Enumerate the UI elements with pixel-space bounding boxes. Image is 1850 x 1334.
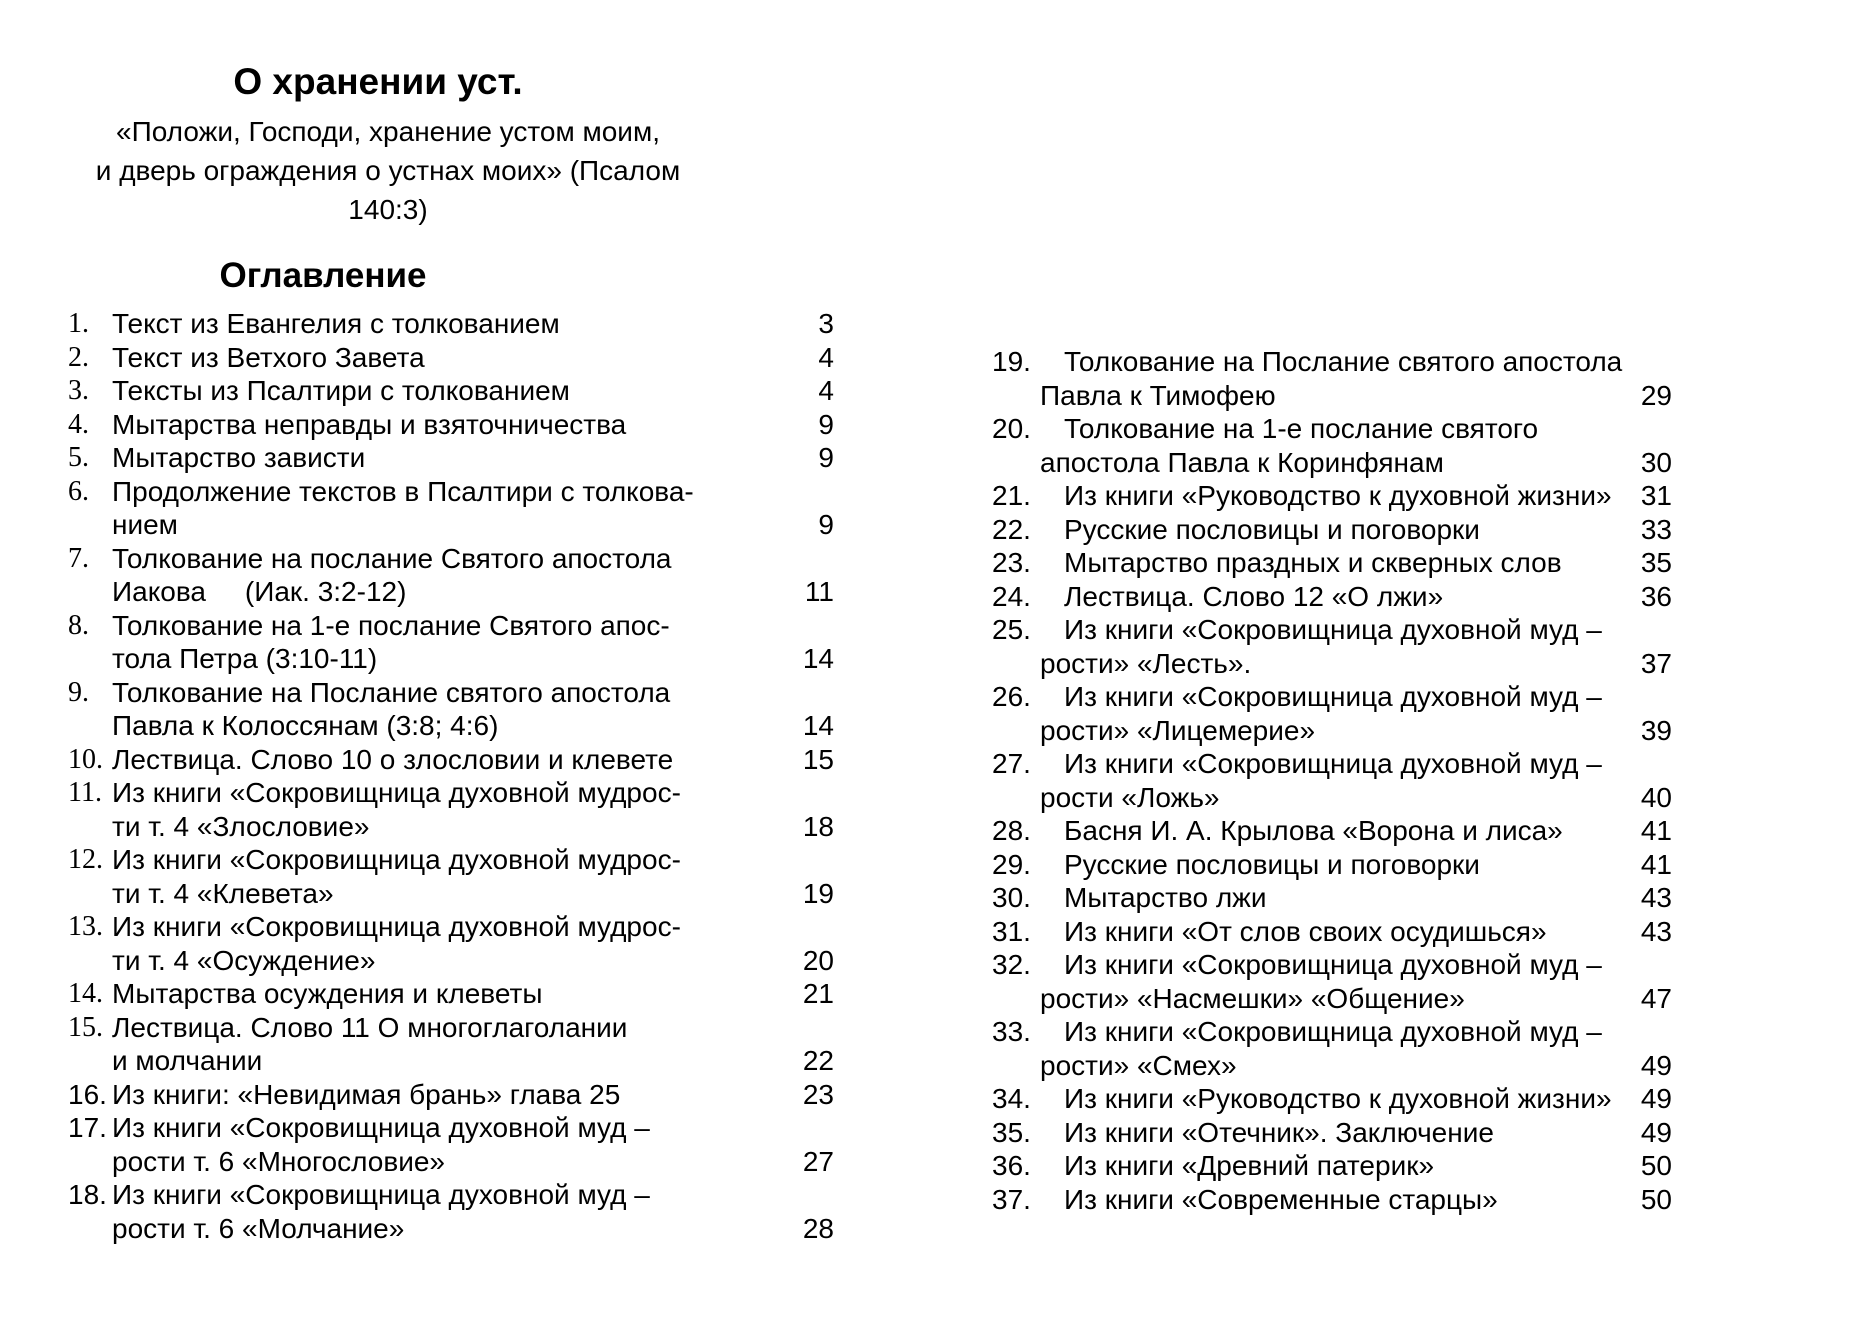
toc-page-number: 28 (802, 1212, 834, 1244)
toc-entry-text: Из книги «Сокровищница духовной муд – (112, 1112, 650, 1143)
toc-entry-number: 30. (992, 882, 1031, 913)
toc-entry-text: Толкование на Послание святого апостола (112, 676, 671, 708)
toc-page-number: 36 (1640, 580, 1672, 612)
toc-entry-number (992, 446, 1040, 480)
toc-entry-number: 28. (992, 815, 1031, 846)
toc-entry-line (992, 1149, 1672, 1183)
toc-entry-line (68, 810, 834, 844)
toc-entry-number (68, 1212, 112, 1246)
toc-entry-line (68, 1011, 834, 1045)
toc-entry (68, 1178, 834, 1245)
toc-entry-line (992, 580, 1672, 614)
toc-entry-line (68, 475, 834, 509)
toc-entry (992, 848, 1672, 882)
toc-entry-text: Мытарства неправды и взяточничества (112, 408, 627, 440)
toc-entry-line (992, 1082, 1672, 1116)
toc-entry-number (68, 1145, 112, 1179)
toc-entry-text: Тексты из Псалтири с толкованием (112, 375, 570, 406)
toc-entry-text: Мытарство зависти (112, 442, 366, 473)
toc-entry-number: 20. (992, 413, 1031, 444)
epigraph-line-2: и дверь ограждения о устнах моих» (Псалом 140:3) (95, 155, 681, 225)
toc-entry-line (68, 1178, 834, 1212)
toc-entry-text: Павла к Колоссянам (3:8; 4:6) (112, 710, 499, 741)
toc-page-number: 27 (802, 1145, 834, 1177)
toc-entry-text: Павла к Тимофею (1040, 379, 1276, 411)
toc-entry-number: 21. (992, 480, 1031, 511)
toc-entry-text: Басня И. А. Крылова «Ворона и лиса» (1064, 815, 1563, 846)
toc-entry-number: 3. (68, 375, 89, 406)
toc-entry-line (68, 307, 834, 341)
toc-entry-line (992, 613, 1672, 647)
toc-entry (68, 475, 834, 542)
toc-entry-line (992, 479, 1672, 513)
toc-page-number: 29 (1640, 379, 1672, 411)
toc-entry (992, 412, 1672, 479)
toc-entry-number: 6. (68, 475, 89, 507)
toc-entry-line (992, 915, 1672, 949)
toc-entry (992, 613, 1672, 680)
toc-entry (68, 776, 834, 843)
toc-entry-line (68, 709, 834, 743)
toc-entry-line (68, 441, 834, 475)
toc-entry-line (68, 743, 834, 777)
toc-entry-line (992, 848, 1672, 882)
toc-page-number: 41 (1640, 815, 1672, 846)
toc-entry-text: Толкование на послание Святого апостола (112, 542, 672, 574)
toc-entry (992, 546, 1672, 580)
toc-entry-number: 23. (992, 547, 1031, 578)
toc-entry-line (992, 1183, 1672, 1217)
toc-entry-line (68, 508, 834, 542)
toc-entry (992, 580, 1672, 614)
toc-page-number: 35 (1640, 547, 1672, 578)
toc-entry (68, 609, 834, 676)
toc-entry-line (992, 1049, 1672, 1083)
toc-entry-line (992, 446, 1672, 480)
page-title: О хранении уст. (233, 61, 523, 102)
toc-entry (68, 1078, 834, 1112)
toc-entry-line (992, 412, 1672, 446)
toc-entry-number: 19. (992, 346, 1031, 377)
toc-entry-number: 24. (992, 580, 1031, 612)
toc-entry-number: 10. (68, 743, 103, 775)
toc-entry-line (992, 982, 1672, 1016)
toc-entry (68, 441, 834, 475)
toc-entry-line (68, 1145, 834, 1179)
toc-entry-text: Из книги «Сокровищница духовной муд – (1064, 1016, 1602, 1047)
toc-entry-text: Лествица. Слово 11 О многоглаголании (112, 1011, 628, 1043)
toc-entry-number (992, 714, 1040, 748)
toc-entry-text: Мытарство праздных и скверных слов (1064, 547, 1562, 578)
toc-entry-text: Мытарства осуждения и клеветы (112, 978, 543, 1009)
toc-entry-number: 32. (992, 949, 1031, 980)
toc-entry (992, 1183, 1672, 1217)
toc-entry-number: 36. (992, 1150, 1031, 1181)
toc-entry-text: и молчании (112, 1045, 263, 1076)
toc-entry-text: Толкование на 1-е послание Святого апос- (112, 609, 670, 641)
toc-page-number: 50 (1640, 1150, 1672, 1181)
toc-entry-text: апостола Павла к Коринфянам (1040, 446, 1444, 478)
toc-entry-text: рости» «Лицемерие» (1040, 714, 1316, 746)
toc-page-number: 9 (818, 442, 834, 473)
toc-entry-number: 14. (68, 978, 103, 1009)
toc-entry-line (992, 814, 1672, 848)
toc-entry-line (68, 977, 834, 1011)
toc-entry-number (992, 379, 1040, 413)
toc-page-number: 21 (802, 978, 834, 1009)
toc-entry-number: 17. (68, 1112, 107, 1143)
toc-entry-text: рости» «Лесть». (1040, 647, 1252, 679)
toc-left-column (68, 307, 834, 1245)
toc-entry-text: нием (112, 509, 178, 540)
toc-entry-number (68, 877, 112, 911)
toc-entry (68, 743, 834, 777)
toc-entry-text: Продолжение текстов в Псалтири с толкова- (112, 475, 694, 507)
toc-entry (992, 345, 1672, 412)
toc-entry-line (992, 513, 1672, 547)
toc-entry-text: Толкование на Послание святого апостола (1064, 346, 1623, 377)
toc-entry (992, 479, 1672, 513)
toc-entry-text: Из книги: «Невидимая брань» глава 25 (112, 1078, 621, 1110)
toc-entry-line (68, 676, 834, 710)
toc-entry-number (992, 647, 1040, 681)
toc-entry-number: 27. (992, 748, 1031, 779)
toc-entry-line (68, 542, 834, 576)
toc-entry-line (992, 379, 1672, 413)
toc-entry-number (992, 1049, 1040, 1083)
toc-entry (992, 747, 1672, 814)
toc-entry-text: Из книги «Сокровищница духовной мудрос- (112, 844, 681, 875)
toc-page-number: 14 (802, 643, 834, 674)
toc-entry-number (68, 944, 112, 978)
toc-page-number: 9 (818, 408, 834, 440)
toc-entry-line (992, 781, 1672, 815)
toc-entry (992, 881, 1672, 915)
toc-entry-text: рости «Ложь» (1040, 781, 1220, 813)
toc-entry-number: 9. (68, 676, 89, 708)
toc-page-number: 4 (818, 375, 834, 406)
toc-entry (992, 1116, 1672, 1150)
toc-entry-number: 26. (992, 681, 1031, 712)
toc-columns (68, 307, 1850, 1245)
toc-entry-text: Русские пословицы и поговорки (1064, 848, 1480, 880)
toc-entry-line (68, 1078, 834, 1112)
toc-entry (68, 408, 834, 442)
toc-entry-number: 2. (68, 341, 89, 373)
toc-page-number: 11 (804, 576, 834, 607)
toc-entry-number: 5. (68, 442, 89, 473)
epigraph (68, 112, 708, 229)
toc-entry-number: 35. (992, 1116, 1031, 1148)
toc-entry-line (992, 647, 1672, 681)
toc-entry-line (68, 374, 834, 408)
toc-entry-number: 11. (68, 777, 102, 808)
toc-entry-text: тола Петра (3:10-11) (112, 643, 378, 674)
toc-entry-line (68, 1111, 834, 1145)
toc-entry-text: рости т. 6 «Многословие» (112, 1145, 446, 1177)
toc-entry (992, 948, 1672, 1015)
toc-entry-line (992, 546, 1672, 580)
toc-page-number: 31 (1640, 480, 1672, 511)
toc-page-number: 49 (1640, 1116, 1672, 1148)
toc-entry-number: 1. (68, 308, 89, 339)
toc-entry-text: Мытарство лжи (1064, 882, 1267, 913)
toc-entry-number (68, 1044, 112, 1078)
toc-entry-text: Лествица. Слово 12 «О лжи» (1064, 580, 1444, 612)
toc-entry-text: рости» «Смех» (1040, 1049, 1237, 1081)
toc-entry-text: Из книги «Сокровищница духовной муд – (1064, 748, 1602, 779)
toc-entry-text: Из книги «Сокровищница духовной муд – (1064, 681, 1602, 712)
toc-entry-text: Из книги «Сокровищница духовной мудрос- (112, 911, 681, 942)
toc-entry-number (68, 508, 112, 542)
toc-entry-number (68, 642, 112, 676)
toc-entry (68, 374, 834, 408)
toc-entry-line (68, 341, 834, 375)
toc-entry-line (992, 881, 1672, 915)
toc-entry (992, 1149, 1672, 1183)
toc-entry-text: Лествица. Слово 10 о злословии и клевете (112, 743, 674, 775)
toc-entry-text: Из книги «Сокровищница духовной муд – (112, 1179, 650, 1210)
toc-entry-line (992, 714, 1672, 748)
toc-entry-text: Из книги «Руководство к духовной жизни» (1064, 1083, 1612, 1114)
toc-entry-number (992, 982, 1040, 1016)
toc-entry (68, 307, 834, 341)
toc-entry (68, 676, 834, 743)
toc-entry (68, 843, 834, 910)
toc-page-number: 19 (802, 877, 834, 909)
toc-entry-number (992, 781, 1040, 815)
toc-entry-text: ти т. 4 «Злословие» (112, 810, 370, 842)
toc-entry (992, 1015, 1672, 1082)
toc-entry (992, 814, 1672, 848)
toc-entry-number: 13. (68, 911, 103, 942)
toc-entry-text: ти т. 4 «Клевета» (112, 877, 334, 909)
toc-page-number: 9 (818, 509, 834, 540)
toc-entry-line (992, 1116, 1672, 1150)
toc-entry-number: 37. (992, 1183, 1031, 1215)
toc-entry (992, 915, 1672, 949)
toc-entry-text: Из книги «Сокровищница духовной мудрос- (112, 777, 681, 808)
toc-entry-line (68, 776, 834, 810)
toc-entry-line (992, 747, 1672, 781)
toc-entry-number: 22. (992, 513, 1031, 545)
toc-page-number: 37 (1640, 647, 1672, 679)
toc-page-number: 39 (1640, 714, 1672, 746)
toc-entry-text: Из книги «Современные старцы» (1064, 1183, 1498, 1215)
toc-entry-number: 16. (68, 1078, 107, 1110)
toc-entry-line (992, 948, 1672, 982)
toc-entry-line (992, 680, 1672, 714)
toc-entry-text: Из книги «Отечник». Заключение (1064, 1116, 1494, 1148)
toc-entry-number: 33. (992, 1016, 1031, 1047)
toc-entry-text: Текст из Ветхого Завета (112, 341, 425, 373)
toc-entry-line (68, 642, 834, 676)
toc-entry-text: Из книги «Сокровищница духовной муд – (1064, 949, 1602, 980)
toc-entry-line (68, 910, 834, 944)
toc-page-number: 20 (802, 944, 834, 976)
toc-page-number: 43 (1640, 882, 1672, 913)
toc-entry-number: 4. (68, 408, 89, 440)
toc-entry-line (68, 1044, 834, 1078)
toc-entry-line (68, 843, 834, 877)
toc-entry-text: Из книги «Руководство к духовной жизни» (1064, 480, 1612, 511)
toc-entry-number: 25. (992, 614, 1031, 645)
toc-entry-line (992, 345, 1672, 379)
toc-entry-text: рости» «Насмешки» «Общение» (1040, 982, 1465, 1014)
toc-entry-number: 34. (992, 1083, 1031, 1114)
toc-entry-text: ти т. 4 «Осуждение» (112, 944, 376, 976)
toc-page-number: 47 (1640, 982, 1672, 1014)
toc-entry-text: Из книги «От слов своих осудишься» (1064, 915, 1547, 947)
toc-entry (992, 513, 1672, 547)
toc-entry (68, 977, 834, 1011)
toc-entry (992, 1082, 1672, 1116)
toc-page-number: 49 (1640, 1083, 1672, 1114)
toc-heading: Оглавление (219, 256, 427, 295)
toc-page-number: 50 (1640, 1183, 1672, 1215)
toc-entry (68, 542, 834, 609)
toc-page-number: 4 (818, 341, 834, 373)
toc-entry-number: 7. (68, 542, 89, 574)
toc-entry-number: 18. (68, 1179, 107, 1210)
toc-entry-number (68, 810, 112, 844)
epigraph-line-1: «Положи, Господи, хранение устом моим, (116, 116, 660, 147)
toc-entry (68, 1111, 834, 1178)
toc-page-number: 14 (802, 710, 834, 741)
toc-entry-number: 8. (68, 609, 89, 641)
toc-entry (68, 1011, 834, 1078)
toc-entry-line (68, 1212, 834, 1246)
toc-entry-text: Из книги «Сокровищница духовной муд – (1064, 614, 1602, 645)
toc-entry-text: Текст из Евангелия с толкованием (112, 308, 560, 339)
toc-entry-line (68, 944, 834, 978)
toc-page-number: 18 (802, 810, 834, 842)
toc-entry-text: Русские пословицы и поговорки (1064, 513, 1480, 545)
toc-page-number: 30 (1640, 446, 1672, 478)
toc-entry-line (68, 408, 834, 442)
toc-entry-number: 29. (992, 848, 1031, 880)
toc-page-number: 23 (802, 1078, 834, 1110)
toc-page-number: 22 (802, 1045, 834, 1076)
toc-entry-text: Толкование на 1-е послание святого (1064, 413, 1539, 444)
toc-entry-line (992, 1015, 1672, 1049)
toc-page-number: 41 (1640, 848, 1672, 880)
toc-entry-number: 12. (68, 844, 103, 875)
toc-entry-number: 15. (68, 1011, 103, 1043)
toc-right-column (992, 345, 1672, 1216)
toc-page-number: 3 (818, 308, 834, 339)
toc-entry (68, 341, 834, 375)
toc-entry-line (68, 877, 834, 911)
toc-page-number: 33 (1640, 513, 1672, 545)
toc-entry-text: рости т. 6 «Молчание» (112, 1212, 405, 1244)
toc-page-number: 43 (1640, 915, 1672, 947)
toc-entry-text: Иакова (Иак. 3:2-12) (112, 576, 407, 607)
toc-entry-number: 31. (992, 915, 1031, 947)
toc-entry-text: Из книги «Древний патерик» (1064, 1150, 1435, 1181)
toc-entry (68, 910, 834, 977)
toc-entry-number (68, 575, 112, 609)
toc-entry (992, 680, 1672, 747)
toc-page-number: 49 (1640, 1049, 1672, 1081)
toc-entry-number (68, 709, 112, 743)
toc-entry-line (68, 609, 834, 643)
toc-page-number: 40 (1640, 781, 1672, 813)
toc-page-number: 15 (802, 743, 834, 775)
toc-entry-line (68, 575, 834, 609)
